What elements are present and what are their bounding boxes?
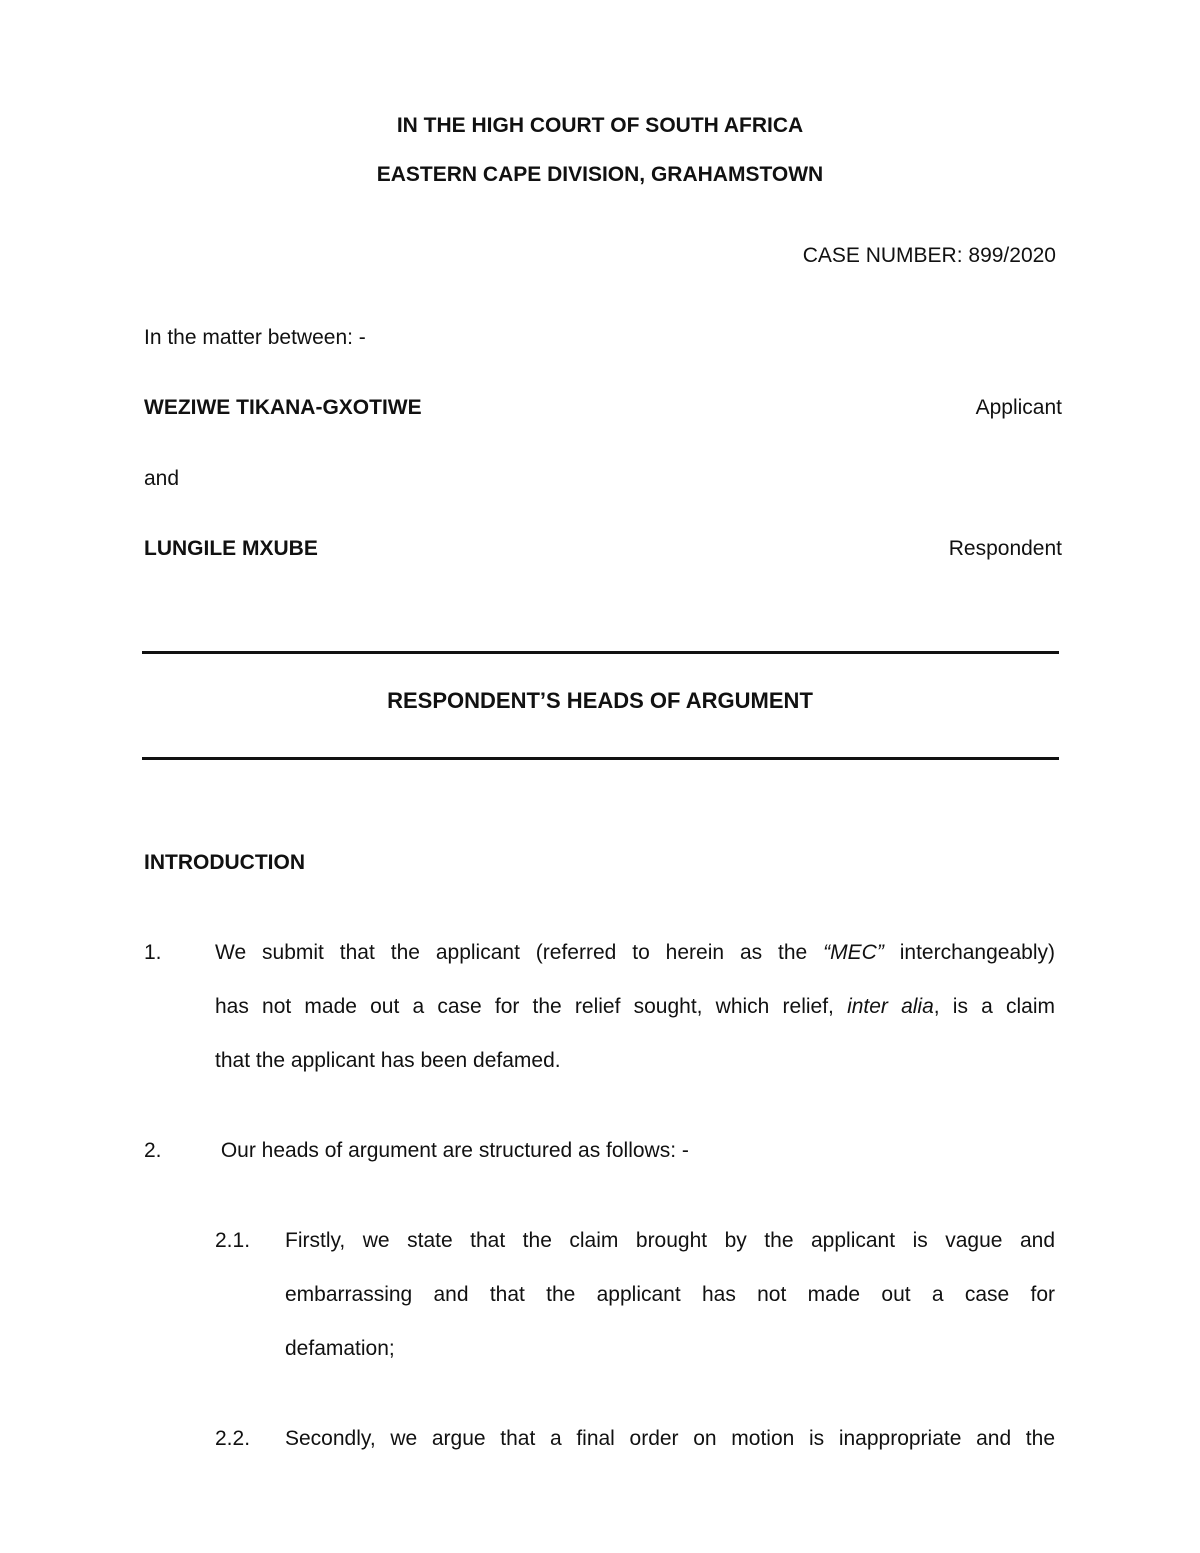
paragraph-1-line-3: that the applicant has been defamed. (215, 1049, 561, 1072)
paragraph-2-2-line-1: Secondly, we argue that a final order on motion is inappropriate and the (285, 1427, 1055, 1450)
court-division: EASTERN CAPE DIVISION, GRAHAMSTOWN (376, 163, 824, 186)
paragraph-2-2-number: 2.2. (215, 1427, 251, 1450)
title-rule-bottom (142, 757, 1059, 760)
inter-alia-term: inter alia (847, 995, 934, 1018)
respondent-role: Respondent (948, 537, 1062, 560)
paragraph-2-1-line-1: Firstly, we state that the claim brought by the applicant is vague and (285, 1229, 1055, 1252)
introduction-heading: INTRODUCTION (144, 851, 305, 874)
paragraph-2-1-line-2: embarrassing and that the applicant has not made out a case for (285, 1283, 1055, 1306)
paragraph-1-number: 1. (144, 941, 162, 964)
document-title: RESPONDENT’S HEADS OF ARGUMENT (387, 688, 813, 713)
paragraph-2-text: Our heads of argument are structured as follows: - (215, 1139, 689, 1162)
matter-between: In the matter between: - (144, 326, 366, 349)
mec-term: “MEC” (823, 941, 884, 964)
paragraph-1-line-1: We submit that the applicant (referred to herein as the “MEC” interchangeably) (215, 941, 1055, 964)
respondent-name: LUNGILE MXUBE (144, 537, 318, 560)
paragraph-2-1-line-3: defamation; (285, 1337, 395, 1360)
applicant-name: WEZIWE TIKANA-GXOTIWE (144, 396, 422, 419)
and-conjunction: and (144, 467, 180, 490)
court-name: IN THE HIGH COURT OF SOUTH AFRICA (396, 114, 804, 137)
title-rule-top (142, 651, 1059, 654)
paragraph-2-number: 2. (144, 1139, 162, 1162)
case-number: CASE NUMBER: 899/2020 (802, 244, 1056, 267)
applicant-role: Applicant (975, 396, 1062, 419)
paragraph-2-1-number: 2.1. (215, 1229, 251, 1252)
paragraph-1-line-2: has not made out a case for the relief sought, which relief, inter alia, is a claim (215, 995, 1055, 1018)
